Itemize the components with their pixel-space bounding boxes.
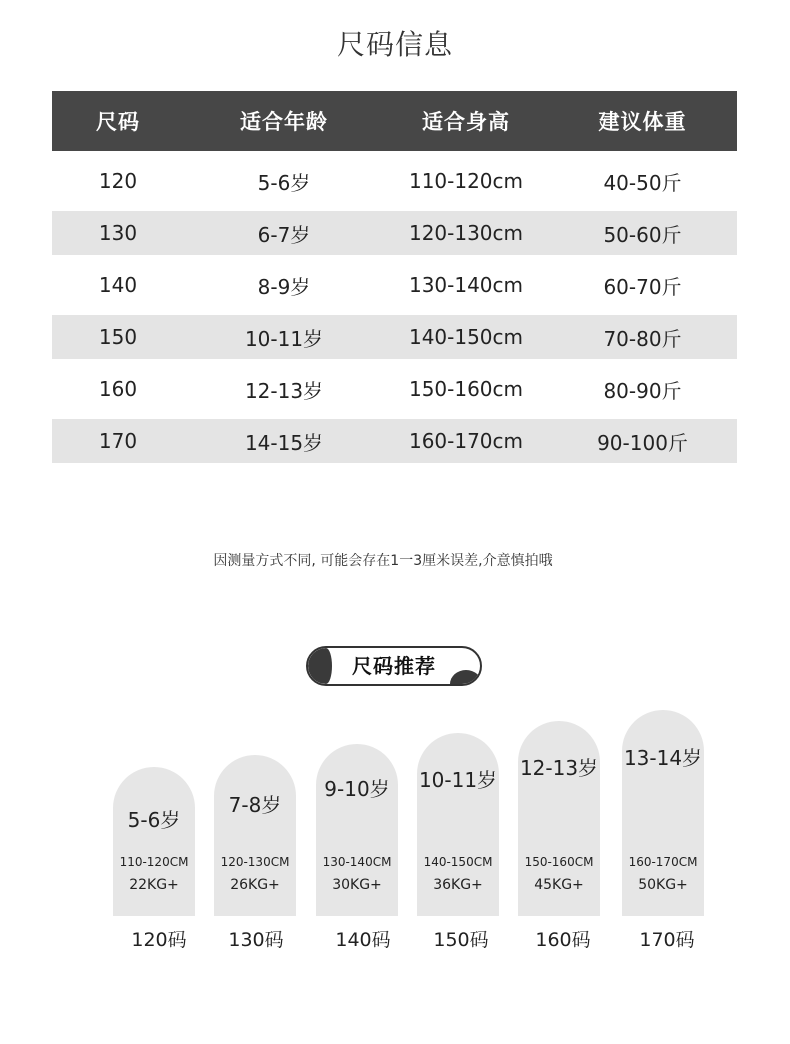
size-label: 120码 <box>131 929 187 951</box>
cell-weight: 80-90斤 <box>603 378 682 403</box>
header-height: 适合身高 <box>422 110 510 134</box>
size-label: 160码 <box>535 929 591 951</box>
cell-weight: 70-80斤 <box>603 326 682 351</box>
recommend-title: 尺码推荐 <box>352 654 436 678</box>
size-card <box>316 744 398 916</box>
table-row <box>52 363 737 415</box>
cell-size: 150 <box>98 325 138 349</box>
card-weight: 50KG+ <box>638 877 688 893</box>
cell-age: 5-6岁 <box>257 170 311 195</box>
cell-weight: 60-70斤 <box>603 274 682 299</box>
cell-age: 6-7岁 <box>257 222 311 247</box>
card-weight: 36KG+ <box>433 877 483 893</box>
header-weight: 建议体重 <box>598 110 687 134</box>
measurement-note: 因测量方式不同, 可能会存在1一3厘米误差,介意慎拍哦 <box>213 553 553 569</box>
table-row <box>52 155 737 207</box>
cell-age: 8-9岁 <box>257 274 311 299</box>
cell-size: 120 <box>98 169 138 193</box>
table-row <box>52 259 737 311</box>
cell-size: 130 <box>98 221 138 245</box>
cell-age: 14-15岁 <box>244 430 324 455</box>
cell-weight: 40-50斤 <box>603 170 682 195</box>
card-weight: 26KG+ <box>230 877 280 893</box>
table-row-band <box>52 211 737 255</box>
cell-age: 12-13岁 <box>244 378 324 403</box>
cell-size: 140 <box>98 273 138 297</box>
header-size: 尺码 <box>96 110 140 134</box>
card-age: 5-6岁 <box>127 808 181 832</box>
card-height: 110-120CM <box>119 855 189 869</box>
table-row-band <box>52 159 737 203</box>
cell-weight: 50-60斤 <box>603 222 682 247</box>
table-row <box>52 415 737 467</box>
table-row-band <box>52 419 737 463</box>
header-age: 适合年龄 <box>240 110 328 134</box>
card-height: 160-170CM <box>628 855 698 869</box>
table-row <box>52 207 737 259</box>
cell-height: 160-170cm <box>408 429 524 453</box>
size-label: 170码 <box>639 929 695 951</box>
size-table <box>52 91 737 467</box>
cell-height: 140-150cm <box>408 325 524 349</box>
card-height: 140-150CM <box>423 855 493 869</box>
card-age: 12-13岁 <box>519 756 599 780</box>
page-title: 尺码信息 <box>336 28 453 61</box>
cell-age: 10-11岁 <box>244 326 324 351</box>
card-weight: 30KG+ <box>332 877 382 893</box>
card-height: 150-160CM <box>524 855 594 869</box>
table-row-band <box>52 263 737 307</box>
card-age: 10-11岁 <box>418 768 498 792</box>
card-weight: 45KG+ <box>534 877 584 893</box>
cell-height: 130-140cm <box>408 273 524 297</box>
table-row <box>52 311 737 363</box>
card-weight: 22KG+ <box>129 877 179 893</box>
size-label: 140码 <box>335 929 391 951</box>
recommend-heading-pill <box>306 646 482 686</box>
card-age: 7-8岁 <box>228 793 282 817</box>
cell-size: 160 <box>98 377 138 401</box>
cell-height: 150-160cm <box>408 377 524 401</box>
size-card <box>518 721 600 916</box>
card-height: 130-140CM <box>322 855 392 869</box>
size-card <box>113 767 195 916</box>
size-label: 130码 <box>228 929 284 951</box>
table-header-row <box>52 91 737 151</box>
size-card <box>214 755 296 916</box>
table-body <box>52 155 737 467</box>
cell-height: 110-120cm <box>408 169 524 193</box>
table-row-band <box>52 367 737 411</box>
table-row-band <box>52 315 737 359</box>
cell-height: 120-130cm <box>408 221 524 245</box>
size-label: 150码 <box>433 929 489 951</box>
cell-weight: 90-100斤 <box>597 430 688 455</box>
card-age: 13-14岁 <box>623 746 703 770</box>
size-card <box>417 733 499 916</box>
card-height: 120-130CM <box>220 855 290 869</box>
card-age: 9-10岁 <box>324 777 390 801</box>
cell-size: 170 <box>98 429 138 453</box>
size-card <box>622 710 704 916</box>
